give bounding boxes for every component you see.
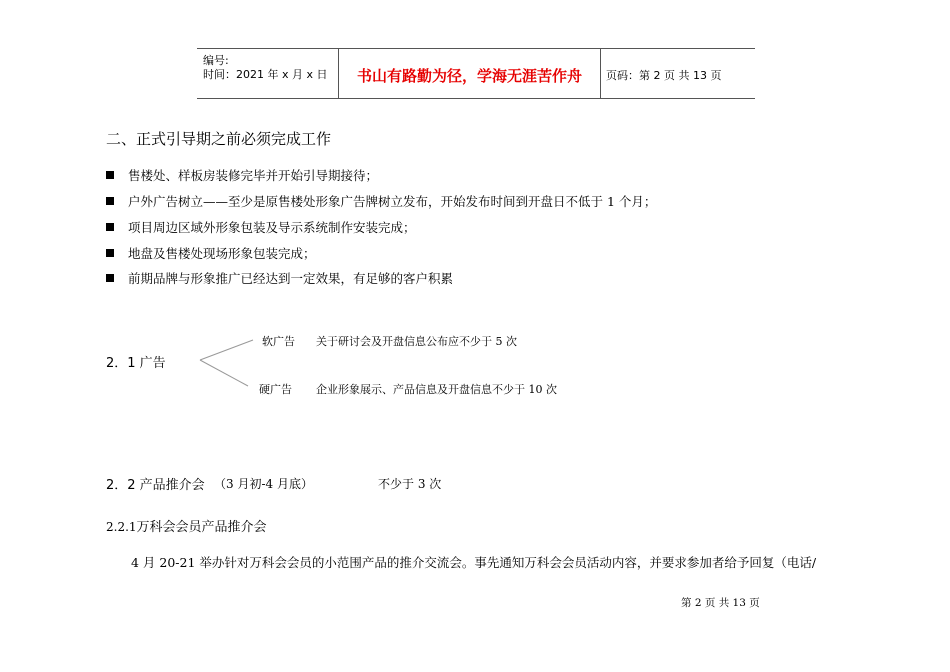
branch-lines (198, 338, 258, 388)
subsection-title: 万科会会员产品推介会 (136, 520, 267, 535)
time-label: 时间：2021 年 x 月 x 日 (203, 68, 328, 81)
square-bullet-icon (106, 171, 114, 179)
section-title: 二、正式引导期之前必须完成工作 (106, 130, 332, 148)
hard-ad-text: 企业形象展示、产品信息及开盘信息不少于 10 次 (316, 383, 557, 396)
promo-count: 不少于 3 次 (378, 477, 442, 491)
bullet-item-2: 户外广告树立——至少是原售楼处形象广告牌树立发布，开始发布时间到开盘日不低于 1 个月； (106, 192, 656, 210)
square-bullet-icon (106, 249, 114, 257)
header-left-cell (197, 49, 338, 98)
page-header (197, 48, 755, 99)
square-bullet-icon (106, 274, 114, 282)
subsection-number: 2.2.1 (106, 520, 137, 534)
ads-heading: 2．1 广告 (106, 356, 166, 371)
promo-period: （3 月初-4 月底） (214, 477, 313, 491)
subsection-paragraph: 4 月 20-21 举办针对万科会会员的小范围产品的推介交流会。事先通知万科会会员活动内容，并要求参加者给予回复（电话/ (131, 555, 817, 570)
subsection-heading (106, 516, 267, 535)
bullet-item-5: 前期品牌与形象推广已经达到一定效果，有足够的客户积累 (106, 269, 453, 287)
number-label: 编号: (203, 54, 229, 67)
header-page-cell (600, 49, 755, 98)
soft-ad-label: 软广告 (262, 335, 295, 348)
page-footer: 第 2 页 共 13 页 (681, 597, 760, 609)
square-bullet-icon (106, 223, 114, 231)
header-motto-cell (338, 49, 601, 98)
bullet-item-4: 地盘及售楼处现场形象包装完成； (106, 244, 316, 262)
page-info: 页码：第 2 页 共 13 页 (606, 69, 722, 82)
promo-heading: 2．2 产品推介会 (106, 478, 205, 493)
bullet-item-1: 售楼处、样板房装修完毕并开始引导期接待； (106, 166, 378, 184)
bullet-item-3: 项目周边区域外形象包装及导示系统制作安装完成； (106, 218, 416, 236)
motto: 书山有路勤为径，学海无涯苦作舟 (356, 67, 582, 85)
hard-ad-label: 硬广告 (259, 383, 292, 396)
square-bullet-icon (106, 197, 114, 205)
soft-ad-text: 关于研讨会及开盘信息公布应不少于 5 次 (316, 335, 517, 348)
